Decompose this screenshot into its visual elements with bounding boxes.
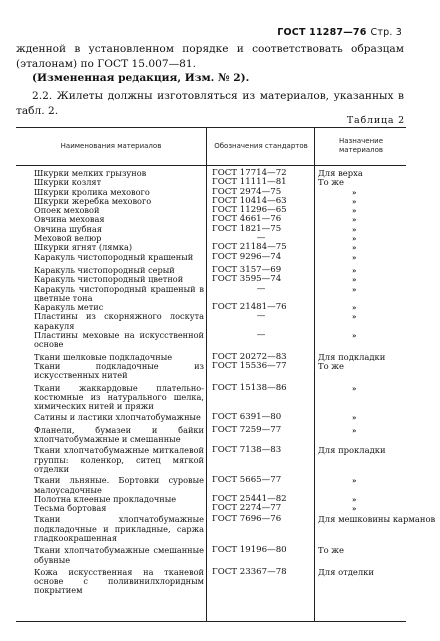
material-name-cell: Пластины из скорняжного лоскута каракуля [34,311,204,331]
material-name-cell: Шкурки жеребка мехового [34,195,152,206]
page-header [277,27,402,38]
purpose-cell: » [352,284,357,294]
material-name-cell: Каракуль чистопородный цветной [34,274,184,285]
material-name-cell: Шкурки ягнят (лямка) [34,242,133,253]
purpose-cell: » [352,494,357,504]
standard-cell: ГОСТ 6391—80 [212,412,282,423]
header-page-number: Стр. 3 [370,27,402,38]
purpose-cell: » [352,265,357,275]
table-row [16,504,406,513]
material-name-cell: Ткани хлопчатобумажные миткалевой группы: коленкор, ситец мягкой отделки [34,445,204,474]
standard-cell: ГОСТ 1821—75 [212,223,282,234]
amendment-note: (Измененная редакция, Изм. № 2). [32,72,250,84]
table-row [16,312,406,331]
purpose-cell: » [352,206,357,216]
material-name-cell: Каракуль чистопородный крашеный в цветные тона [34,283,204,303]
standard-cell: ГОСТ 25441—82 [212,493,287,504]
table-row [16,413,406,422]
standard-cell: ГОСТ 2974—75 [212,186,282,197]
purpose-cell: » [352,196,357,206]
header-divider [16,165,406,166]
table-row [16,546,406,565]
standard-cell: ГОСТ 7138—83 [212,445,282,456]
header-material-name: Наименования материалов [60,141,162,150]
purpose-cell: » [352,252,357,262]
material-name-cell: Ткани жаккардовые плательно-костюмные из натурального шелка, химических нитей и пряжи [34,382,204,412]
material-name-cell: Каракуль чистопородный крашеный [34,251,194,262]
purpose-cell: То же [318,177,344,188]
table-row [16,426,406,445]
purpose-cell: То же [318,360,344,371]
standard-cell: ГОСТ 3157—69 [212,264,282,275]
standard-cell: ГОСТ 19196—80 [212,545,287,556]
standard-cell: ГОСТ 11296—65 [212,205,287,216]
table-row [16,384,406,412]
purpose-cell: » [352,413,357,423]
standard-cell: ГОСТ 2274—77 [212,503,282,514]
purpose-cell: » [352,187,357,197]
purpose-cell: » [352,312,357,322]
material-name-cell: Овчина меховая [34,214,105,225]
table-row [16,514,436,543]
purpose-cell: » [352,383,357,393]
purpose-cell: » [352,331,357,341]
standard-cell: ГОСТ 15536—77 [212,360,287,371]
header-purpose: Назначение материалов [338,137,384,154]
purpose-cell: Для верха [318,168,363,178]
material-name-cell: Шкурки козлят [34,177,102,188]
purpose-cell: » [352,234,357,244]
table-row [16,253,406,262]
purpose-cell: То же [318,545,344,556]
material-name-cell: Сатины и ластики хлопчатобумажные [34,412,201,423]
purpose-cell: Для отделки [318,566,374,577]
purpose-cell: » [352,224,357,234]
standard-cell: ГОСТ 23367—78 [212,566,287,577]
material-name-cell: Полотна клееные прокладочные [34,493,177,504]
material-name-cell: Ткани хлопчатобумажные смешанные обувные [34,545,204,565]
purpose-cell: » [352,303,357,313]
table-row [16,285,406,304]
purpose-cell: » [352,275,357,285]
standard-cell: ГОСТ 7259—77 [212,424,282,435]
material-name-cell: Каракуль метис [34,302,104,313]
standard-cell: ГОСТ 7696—76 [212,514,282,525]
table-row [16,476,406,495]
purpose-cell: » [352,243,357,253]
material-name-cell: Ткани шелковые подкладочные [34,351,173,362]
materials-table [16,127,436,622]
purpose-cell: » [352,476,357,486]
table-caption: Таблица 2 [346,115,405,126]
material-name-cell: Шкурки мелких грызунов [34,168,147,178]
standard-cell: ГОСТ 21481—76 [212,302,287,313]
standard-cell: ГОСТ 4661—76 [212,214,282,225]
paragraph-2-2: 2.2. Жилеты должны изготовляться из материалов, указанных в табл. 2. [16,90,404,117]
standard-cell: — [256,233,266,244]
material-name-cell: Ткани подкладочные из искусственных нитей [34,360,204,381]
material-name-cell: Опоек меховой [34,205,100,216]
purpose-cell: » [352,425,357,435]
standard-cell: ГОСТ 20272—83 [212,351,287,362]
standard-cell: ГОСТ 5665—77 [212,475,282,486]
standard-cell: ГОСТ 15138—86 [212,382,287,393]
material-name-cell: Шкурки кролика мехового [34,186,150,197]
material-name-cell: Ткани льняные. Бортовки суровые малоусадочные [34,475,204,495]
standard-cell: — [256,330,266,341]
material-name-cell: Овчина шубная [34,223,102,234]
header-doc-number: ГОСТ 11287—76 [277,27,367,38]
table-body [16,168,436,596]
standard-cell: ГОСТ 17714—72 [212,168,287,178]
standard-cell: — [256,311,266,322]
table-row [16,331,406,350]
standard-cell: ГОСТ 9296—74 [212,251,282,262]
standard-cell: ГОСТ 11111—81 [212,177,287,188]
material-name-cell: Каракуль чистопородный серый [34,264,175,275]
standard-cell: ГОСТ 21184—75 [212,242,287,253]
material-name-cell: Пластины меховые на искусственной основе [34,330,204,350]
standard-cell: — [256,283,266,294]
purpose-cell: Для мешковины карманов [318,514,436,525]
paragraph-continuation: жденной в установленном порядке и соответствовать образцам (эталонам) по ГОСТ 15.007—81. [16,43,404,70]
purpose-cell: » [352,215,357,225]
table-row [16,446,406,474]
purpose-cell: » [352,504,357,514]
material-name-cell: Кожа искусственная на тканевой основе с поливинилхлоридным покрытием [34,566,204,596]
purpose-cell: Для подкладки [318,351,386,362]
material-name-cell: Меховой велюр [34,233,102,244]
table-row [16,568,406,596]
standard-cell: ГОСТ 10414—63 [212,195,287,206]
header-standard: Обозначения стандартов [214,141,308,150]
standard-cell: ГОСТ 3595—74 [212,274,282,285]
material-name-cell: Фланели, бумазеи и байки хлопчатобумажные и смешанные [34,424,204,445]
material-name-cell: Ткани хлопчатобумажные подкладочные и прикладные, саржа гладкоокрашенная [34,514,204,543]
purpose-cell: Для прокладки [318,445,386,456]
table-row [16,362,406,381]
material-name-cell: Тесьма бортовая [34,503,107,514]
